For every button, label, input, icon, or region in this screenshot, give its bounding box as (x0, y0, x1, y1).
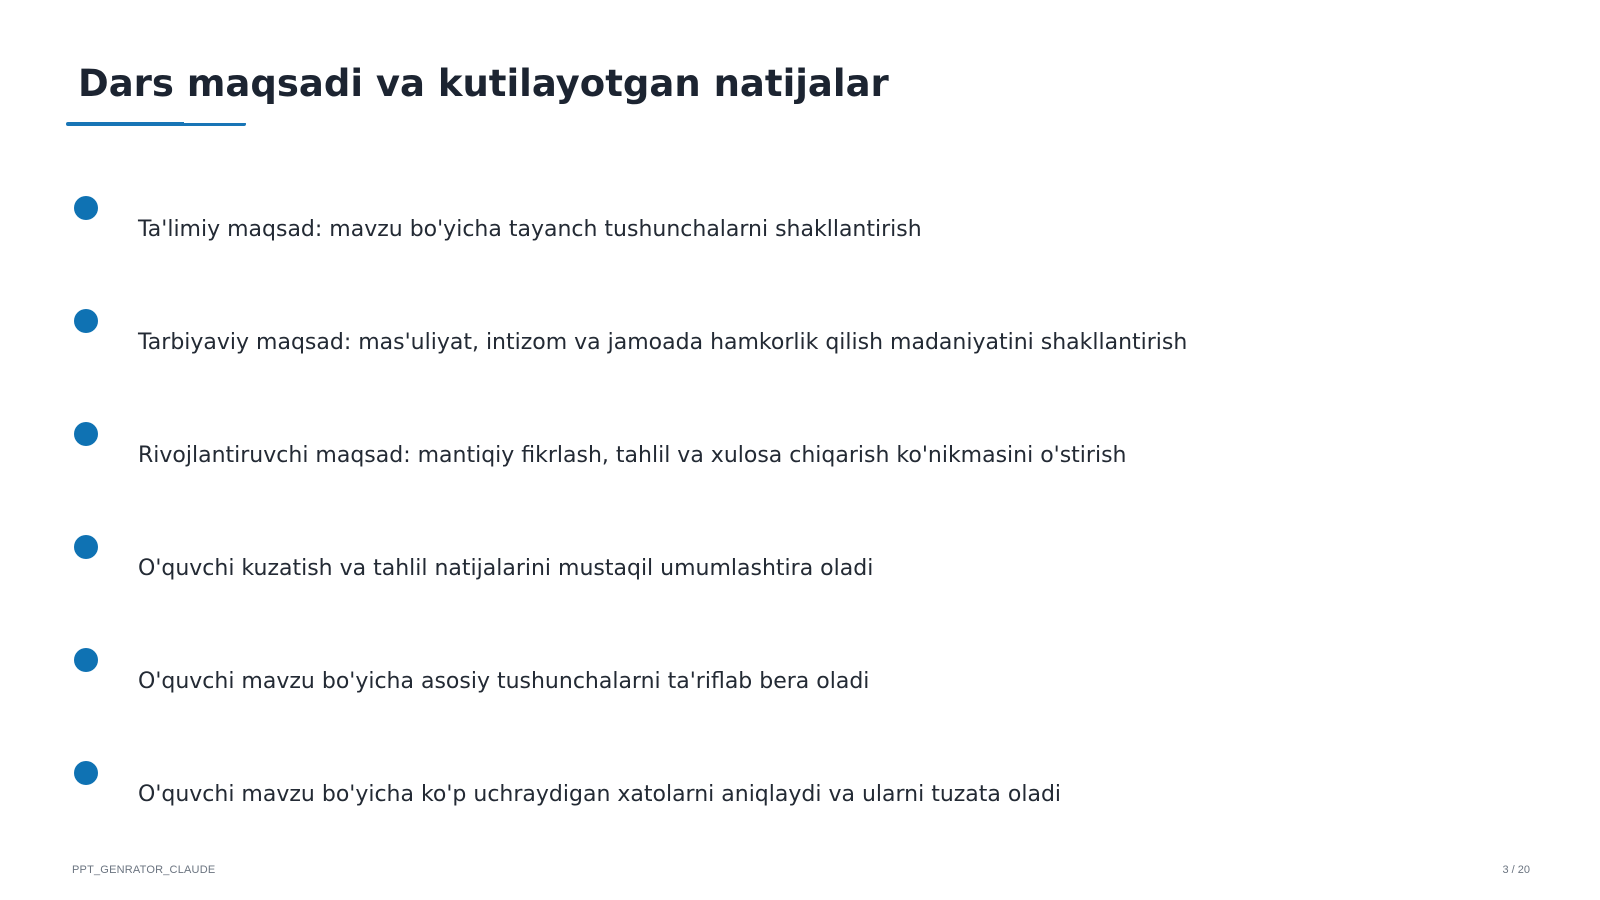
bullet-dot-icon (74, 196, 98, 220)
bullet-dot-icon (74, 648, 98, 672)
bullet-dot-icon (74, 535, 98, 559)
list-item (0, 761, 1600, 841)
page-number: 3 / 20 (1502, 864, 1530, 876)
list-item (0, 422, 1600, 502)
bullet-text: Ta'limiy maqsad: mavzu bo'yicha tayanch tushunchalarni shakllantirish (138, 217, 922, 242)
bullet-dot-icon (74, 422, 98, 446)
list-item (0, 309, 1600, 389)
bullet-dot-icon (74, 761, 98, 785)
bullet-text: Tarbiyaviy maqsad: mas'uliyat, intizom va jamoada hamkorlik qilish madaniyatini shakllantirish (138, 330, 1188, 355)
list-item (0, 648, 1600, 728)
bullet-text: Rivojlantiruvchi maqsad: mantiqiy fikrlash, tahlil va xulosa chiqarish ko'nikmasini o'stirish (138, 443, 1127, 468)
bullet-text: O'quvchi mavzu bo'yicha asosiy tushunchalarni ta'riflab bera oladi (138, 669, 870, 694)
bullet-text: O'quvchi kuzatish va tahlil natijalarini mustaqil umumlashtira oladi (138, 556, 874, 581)
footer-label: PPT_GENRATOR_CLAUDE (72, 864, 216, 876)
bullet-text: O'quvchi mavzu bo'yicha ko'p uchraydigan xatolarni aniqlaydi va ularni tuzata oladi (138, 782, 1062, 807)
list-item (0, 196, 1600, 276)
page-title: Dars maqsadi va kutilayotgan natijalar (78, 62, 889, 105)
bullet-dot-icon (74, 309, 98, 333)
list-item (0, 535, 1600, 615)
